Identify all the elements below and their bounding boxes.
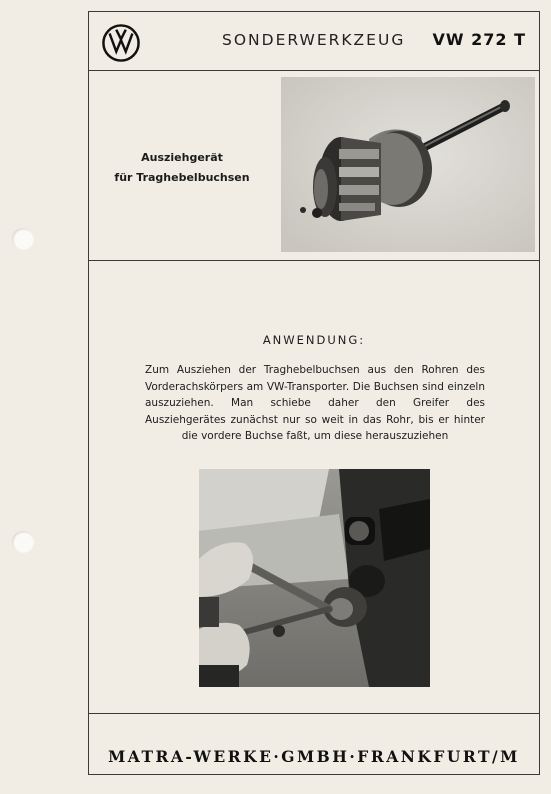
manufacturer-name: MATRA-WERKE·GMBH·FRANKFURT/M [108,747,520,766]
tool-intro-section [89,70,539,261]
tool-name [107,148,257,188]
tool-name-line-1: Ausziehgerät [141,151,223,164]
tool-photo [281,77,535,252]
usage-description: Zum Ausziehen der Traghebelbuchsen aus den Rohren des Vorderachskörpers am VW-Transporter. Die Buchsen sind einzeln auszuziehen. Man schiebe daher den Greifer des Ausziehgerätes zunächst nur so weit in das Rohr, bis er hinter die vordere Buchse faßt, um diese herauszuziehen [145,364,485,442]
tool-code: VW 272 T [432,30,526,49]
tool-name-line-2: für Traghebelbuchsen [114,171,250,184]
vw-logo-icon [102,24,140,62]
header [89,12,539,71]
usage-heading: ANWENDUNG: [262,333,366,347]
tool-data-sheet [88,11,540,775]
punch-hole-bottom [12,531,34,553]
punch-hole-top [12,228,34,250]
document-title: SONDERWERKZEUG [222,31,406,49]
usage-photo [199,469,430,687]
footer [89,713,539,776]
